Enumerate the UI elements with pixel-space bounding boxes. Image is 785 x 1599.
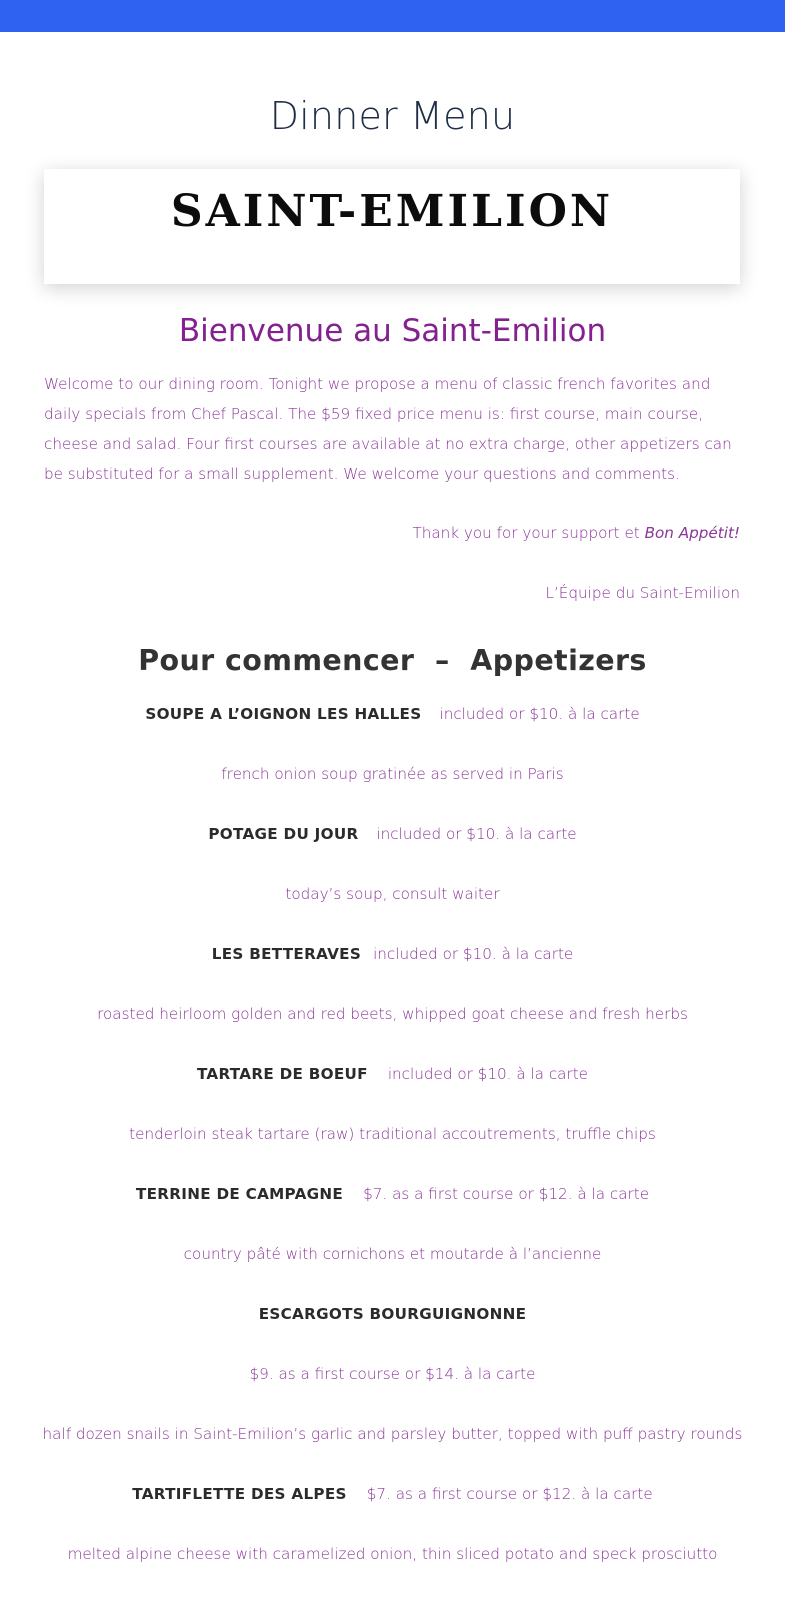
appetizers-heading: Pour commencer – Appetizers [138, 644, 647, 677]
bon-appetit-text: Bon Appétit! [644, 524, 740, 542]
menu-item-header [0, 819, 785, 849]
dish-description: half dozen snails in Saint-Emilion’s garlic and parsley butter, topped with puff pastry rounds [42, 1425, 743, 1443]
dish-name: ESCARGOTS BOURGUIGNONNE [258, 1305, 527, 1323]
dish-description: french onion soup gratinée as served in Paris [221, 765, 564, 783]
dish-price: included or $10. à la carte [439, 705, 640, 723]
dish-description: melted alpine cheese with caramelized onion, thin sliced potato and speck prosciutto [67, 1545, 718, 1563]
menu-item-header [0, 1299, 785, 1329]
dish-price: included or $10. à la carte [376, 825, 577, 843]
dish-name: LES BETTERAVES [211, 945, 362, 963]
dish-name: POTAGE DU JOUR [208, 825, 359, 843]
dish-description: today’s soup, consult waiter [285, 885, 500, 903]
dish-name: TERRINE DE CAMPAGNE [135, 1185, 344, 1203]
welcome-heading: Bienvenue au Saint-Emilion [178, 313, 607, 349]
appetizer-list [0, 699, 785, 1599]
dish-description: tenderloin steak tartare (raw) traditional accoutrements, truffle chips [129, 1125, 656, 1143]
dish-description: roasted heirloom golden and red beets, whipped goat cheese and fresh herbs [97, 1005, 688, 1023]
dish-price: $7. as a first course or $12. à la carte [363, 1185, 650, 1203]
dish-name: SOUPE A L’OIGNON LES HALLES [145, 705, 422, 723]
thanks-text: Thank you for your support et [412, 524, 645, 542]
menu-item-header [0, 1179, 785, 1209]
restaurant-logo: SAINT-EMILION [170, 186, 614, 237]
menu-item-header [0, 939, 785, 969]
dish-name: TARTARE DE BOEUF [196, 1065, 368, 1083]
top-bar [0, 0, 785, 32]
dish-price: $9. as a first course or $14. à la carte [249, 1365, 536, 1383]
dish-name: TARTIFLETTE DES ALPES [132, 1485, 347, 1503]
dish-price: $7. as a first course or $12. à la carte [366, 1485, 653, 1503]
thanks-line [44, 518, 740, 548]
menu-item-header [0, 1059, 785, 1089]
dish-description: country pâté with cornichons et moutarde à l’ancienne [183, 1245, 602, 1263]
team-signature: L’Équipe du Saint-Emilion [545, 584, 740, 602]
dish-price: included or $10. à la carte [373, 945, 574, 963]
menu-item-header [0, 699, 785, 729]
page-title: Dinner Menu [269, 94, 516, 138]
dish-price: included or $10. à la carte [387, 1065, 589, 1083]
intro-paragraph: Welcome to our dining room. Tonight we propose a menu of classic french favorites and daily specials from Chef Pascal. The $59 fixed price menu is: first course, main course, cheese and salad. Four first courses are available at no extra charge, other appetizers can be substituted for a small supplement. We welcome your questions and comments. [44, 375, 732, 483]
menu-item-header [0, 1479, 785, 1509]
